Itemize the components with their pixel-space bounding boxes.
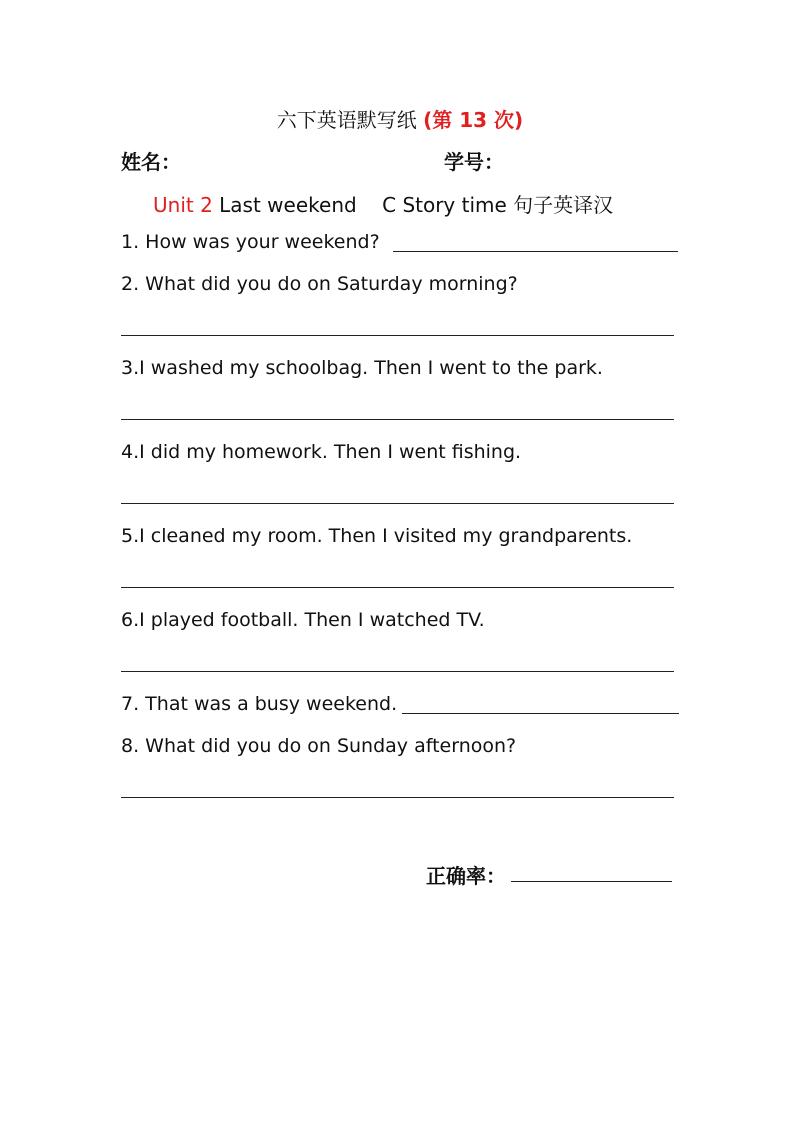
question-8: 8. What did you do on Sunday afternoon? — [121, 735, 517, 757]
answer-line-5[interactable] — [121, 587, 674, 588]
unit-label: Unit 2 — [153, 193, 213, 217]
answer-line-1[interactable] — [393, 251, 678, 252]
answer-line-2[interactable] — [121, 335, 674, 336]
question-3: 3.I washed my schoolbag. Then I went to the park. — [121, 357, 603, 379]
question-7: 7. That was a busy weekend. — [121, 693, 398, 715]
question-5: 5.I cleaned my room. Then I visited my grandparents. — [121, 525, 633, 547]
student-id-label: 学号： — [444, 150, 504, 174]
answer-line-7[interactable] — [402, 713, 679, 714]
answer-line-6[interactable] — [121, 671, 674, 672]
answer-line-4[interactable] — [121, 503, 674, 504]
question-6: 6.I played football. Then I watched TV. — [121, 609, 485, 631]
question-4: 4.I did my homework. Then I went fishing. — [121, 441, 522, 463]
title-number: (第 13 次) — [423, 108, 524, 132]
name-label: 姓名： — [121, 150, 181, 174]
accuracy-line[interactable] — [511, 881, 672, 882]
question-2: 2. What did you do on Saturday morning? — [121, 273, 518, 295]
unit-subtitle — [153, 189, 613, 218]
answer-line-8[interactable] — [121, 797, 674, 798]
question-1: 1. How was your weekend? — [121, 231, 380, 253]
subtitle-text: Last weekend C Story time 句子英译汉 — [219, 193, 614, 217]
title-text: 六下英语默写纸 — [276, 108, 417, 132]
worksheet-title — [0, 104, 800, 133]
answer-line-3[interactable] — [121, 419, 674, 420]
accuracy-label: 正确率： — [426, 864, 506, 888]
